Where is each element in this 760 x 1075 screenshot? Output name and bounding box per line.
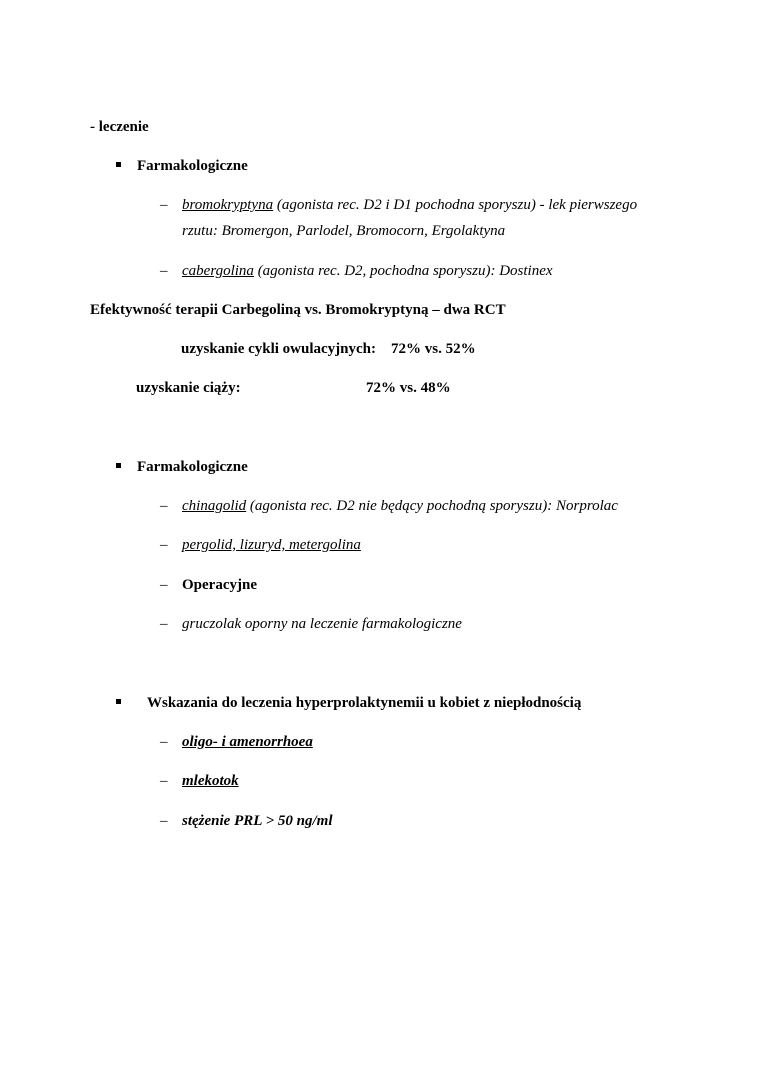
item-prl: stężenie PRL > 50 ng/ml — [182, 813, 333, 829]
efficacy-row2-label: uzyskanie ciąży: — [136, 380, 241, 396]
section1-title: Farmakologiczne — [137, 158, 248, 174]
square-bullet — [116, 162, 121, 167]
item-pergolid: pergolid, lizuryd, metergolina — [182, 537, 361, 553]
dash-bullet: – — [160, 498, 168, 514]
item-operacyjne: Operacyjne — [182, 577, 257, 593]
item-chinagolid — [182, 497, 618, 515]
dash-bullet: – — [160, 773, 168, 789]
dash-bullet: – — [160, 734, 168, 750]
efficacy-row2-value: 72% vs. 48% — [366, 380, 451, 396]
desc-chinagolid: (agonista rec. D2 nie będący pochodną sporyszu): Norprolac — [246, 498, 618, 514]
item-oligo: oligo- i amenorrhoea — [182, 734, 313, 750]
square-bullet — [116, 699, 121, 704]
item-gruczolak: gruczolak oporny na leczenie farmakologiczne — [182, 616, 462, 632]
dash-bullet: – — [160, 813, 168, 829]
desc-bromokryptyna: (agonista rec. D2 i D1 pochodna sporyszu) - lek pierwszego — [273, 197, 638, 213]
dash-bullet: – — [160, 616, 168, 632]
item-cabergolina — [182, 262, 553, 280]
heading-leczenie: - leczenie — [90, 119, 149, 135]
term-cabergolina: cabergolina — [182, 263, 254, 279]
square-bullet — [116, 463, 121, 468]
dash-bullet: – — [160, 577, 168, 593]
desc-cabergolina: (agonista rec. D2, pochodna sporyszu): Dostinex — [253, 263, 553, 279]
term-bromokryptyna: bromokryptyna — [182, 197, 274, 213]
dash-bullet: – — [160, 263, 168, 279]
dash-bullet: – — [160, 537, 168, 553]
section3-title: Wskazania do leczenia hyperprolaktynemii u kobiet z niepłodnością — [147, 695, 582, 711]
term-chinagolid: chinagolid — [182, 498, 247, 514]
efficacy-row1-label: uzyskanie cykli owulacyjnych: — [181, 341, 377, 357]
efficacy-title: Efektywność terapii Carbegoliną vs. Bromokryptyną – dwa RCT — [90, 302, 506, 318]
efficacy-row1-value: 72% vs. 52% — [391, 341, 476, 357]
desc-bromokryptyna-cont: rzutu: Bromergon, Parlodel, Bromocorn, Ergolaktyna — [182, 223, 506, 239]
section2-title: Farmakologiczne — [137, 459, 248, 475]
dash-bullet: – — [160, 197, 168, 213]
item-mlekotok: mlekotok — [182, 773, 239, 789]
item-bromokryptyna — [182, 196, 637, 214]
